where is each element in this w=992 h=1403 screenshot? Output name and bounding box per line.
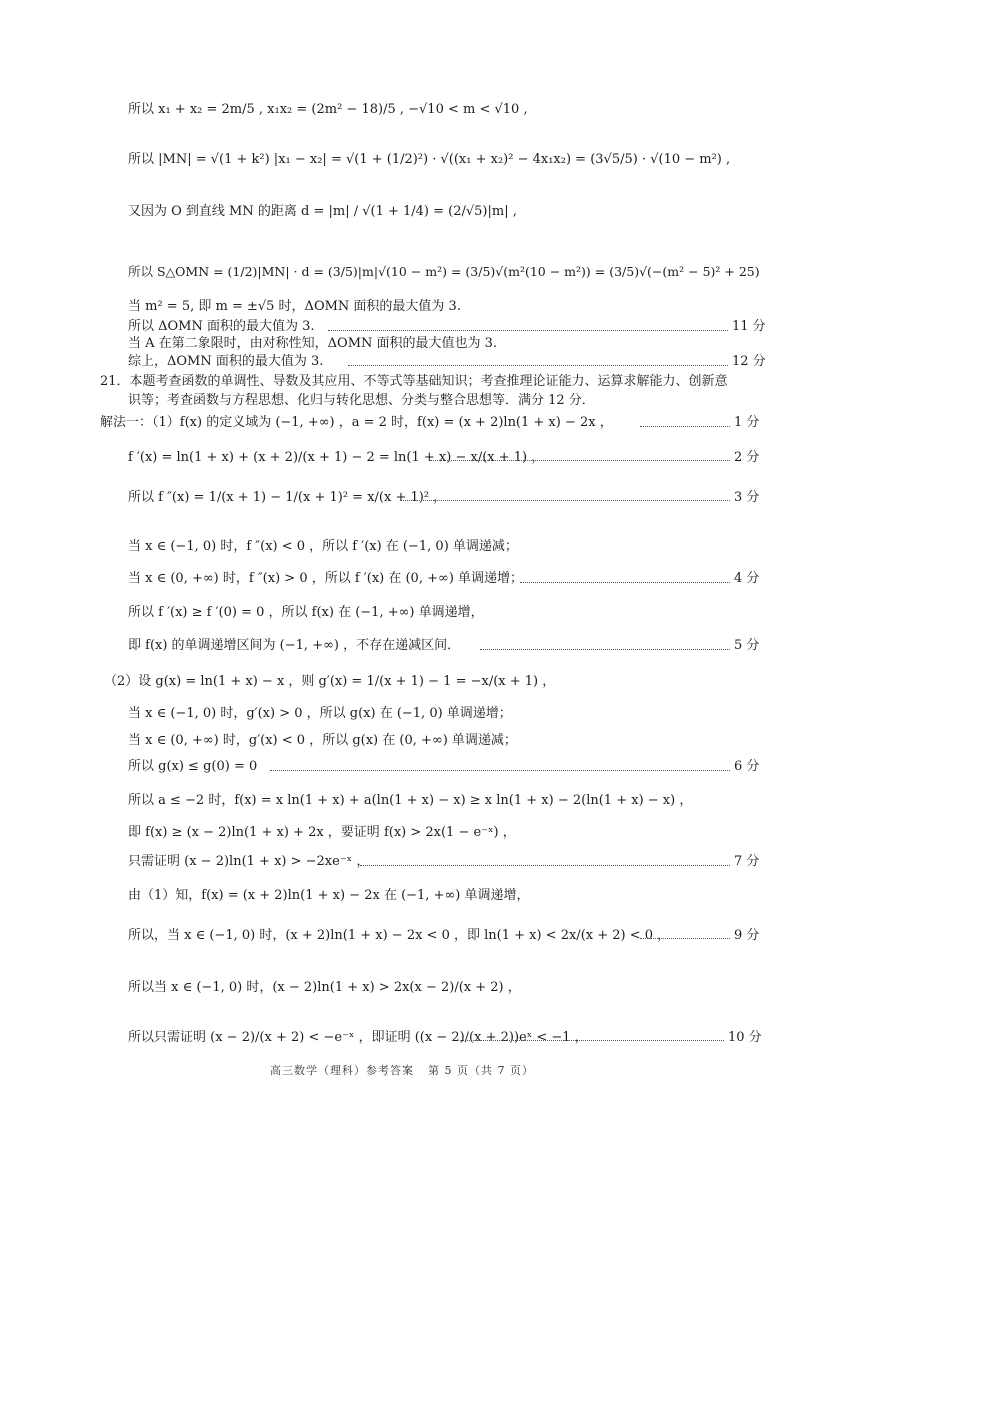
line-text: 所以 S△OMN = (1/2)|MN| · d = (3/5)|m|√(10 − m²) = (3/5)√(m²(10 − m²)) = (3/5)√(−(m² − 5)² + 25) — [128, 264, 760, 279]
line-text: 即 f(x) 的单调递增区间为 (−1, +∞) ，不存在递减区间． — [128, 638, 461, 653]
line-text: 所以 g(x) ≤ g(0) = 0 — [128, 759, 258, 774]
doc-line — [0, 536, 992, 558]
doc-line — [0, 730, 992, 752]
line-text: 由（1）知，f(x) = (x + 2)ln(1 + x) − 2x 在 (−1, +∞) 单调递增， — [128, 888, 530, 903]
score-label: 4 分 — [734, 571, 760, 586]
line-text: 所以当 x ∈ (−1, 0) 时，(x − 2)ln(1 + x) > 2x(x − 2)/(x + 2) ， — [128, 980, 521, 995]
line-text: 综上，ΔOMN 面积的最大值为 3. — [128, 354, 324, 369]
line-text: 所以 x₁ + x₂ = 2m/5 , x₁x₂ = (2m² − 18)/5 , −√10 < m < √10 , — [128, 102, 528, 117]
doc-line — [0, 476, 992, 520]
leader-dots — [348, 365, 728, 366]
footer-title: 高三数学（理科）参考答案 — [270, 1064, 414, 1077]
doc-line — [0, 296, 992, 318]
line-text: 识等；考查函数与方程思想、化归与转化思想、分类与整合思想等．满分 12 分． — [128, 393, 595, 408]
score-label: 7 分 — [734, 854, 760, 869]
footer-page: 第 5 页（共 7 页） — [428, 1064, 534, 1077]
doc-line — [0, 635, 992, 657]
doc-line — [0, 250, 992, 294]
doc-line — [0, 966, 992, 1010]
doc-line — [0, 790, 992, 812]
doc-line — [0, 138, 992, 182]
line-text: 所以 f ″(x) = 1/(x + 1) − 1/(x + 1)² = x/(x + 1)² ， — [128, 490, 447, 505]
doc-line — [0, 756, 992, 778]
line-text: 所以 a ≤ −2 时，f(x) = x ln(1 + x) + a(ln(1 + x) − x) ≥ x ln(1 + x) − 2(ln(1 + x) − x) ， — [128, 793, 693, 808]
line-text: 当 x ∈ (−1, 0) 时，g′(x) > 0 ，所以 g(x) 在 (−1, 0) 单调递增； — [128, 706, 512, 721]
line-text: 解法一：（1）f(x) 的定义域为 (−1, +∞) ，a = 2 时，f(x) = (x + 2)ln(1 + x) − 2x ， — [100, 415, 613, 430]
line-text: 即 f(x) ≥ (x − 2)ln(1 + x) + 2x ，要证明 f(x) > 2x(1 − e⁻ˣ) ， — [128, 825, 516, 840]
leader-dots — [430, 460, 730, 461]
doc-line — [0, 1016, 992, 1060]
line-text: 当 x ∈ (0, +∞) 时，f ″(x) > 0 ，所以 f ′(x) 在 (0, +∞) 单调递增； — [128, 571, 524, 586]
line-text: （2）设 g(x) = ln(1 + x) − x ，则 g′(x) = 1/(x + 1) − 1 = −x/(x + 1) ， — [104, 674, 556, 689]
doc-line — [0, 88, 992, 132]
score-label: 6 分 — [734, 759, 760, 774]
doc-line — [0, 851, 992, 873]
doc-line — [0, 351, 992, 373]
line-text: 所以，当 x ∈ (−1, 0) 时，(x + 2)ln(1 + x) − 2x < 0 ，即 ln(1 + x) < 2x/(x + 2) < 0 ， — [128, 928, 671, 943]
doc-line — [0, 602, 992, 624]
line-text: 当 m² = 5, 即 m = ±√5 时，ΔOMN 面积的最大值为 3. — [128, 299, 461, 314]
score-label: 11 分 — [732, 319, 766, 334]
doc-line — [0, 885, 992, 907]
leader-dots — [480, 649, 730, 650]
line-text: 所以 |MN| = √(1 + k²) |x₁ − x₂| = √(1 + (1/2)²) · √((x₁ + x₂)² − 4x₁x₂) = (3√5/5) · √(10 − m²) , — [128, 152, 731, 167]
line-text: 所以 ΔOMN 面积的最大值为 3. — [128, 319, 315, 334]
line-text: 当 x ∈ (−1, 0) 时，f ″(x) < 0 ，所以 f ′(x) 在 (−1, 0) 单调递减； — [128, 539, 518, 554]
line-text: f ′(x) = ln(1 + x) + (x + 2)/(x + 1) − 2 = ln(1 + x) − x/(x + 1) ， — [128, 450, 545, 465]
leader-dots — [520, 582, 730, 583]
doc-line — [0, 568, 992, 590]
doc-line — [0, 660, 992, 704]
score-label: 1 分 — [734, 415, 760, 430]
leader-dots — [360, 865, 730, 866]
doc-line — [0, 436, 992, 480]
line-text: 所以 f ′(x) ≥ f ′(0) = 0 ，所以 f(x) 在 (−1, +∞) 单调递增， — [128, 605, 484, 620]
leader-dots — [400, 500, 730, 501]
score-label: 12 分 — [732, 354, 766, 369]
doc-line — [0, 190, 992, 234]
leader-dots — [460, 1040, 724, 1041]
score-label: 2 分 — [734, 450, 760, 465]
leader-dots — [328, 330, 728, 331]
doc-line — [0, 412, 992, 434]
score-label: 3 分 — [734, 490, 760, 505]
score-label: 10 分 — [728, 1030, 762, 1045]
line-text: 所以只需证明 (x − 2)/(x + 2) < −e⁻ˣ ，即证明 ((x − 2)/(x + 2))eˣ < −1 ， — [128, 1030, 588, 1045]
score-label: 9 分 — [734, 928, 760, 943]
doc-line — [0, 703, 992, 725]
line-text: 当 x ∈ (0, +∞) 时，g′(x) < 0 ，所以 g(x) 在 (0, +∞) 单调递减； — [128, 733, 517, 748]
line-text: 当 A 在第二象限时，由对称性知，ΔOMN 面积的最大值也为 3. — [128, 336, 498, 351]
leader-dots — [640, 938, 730, 939]
score-label: 5 分 — [734, 638, 760, 653]
doc-line — [0, 822, 992, 844]
leader-dots — [270, 770, 730, 771]
line-text: 21．本题考查函数的单调性、导数及其应用、不等式等基础知识；考查推理论证能力、运算求解能力、创新意 — [100, 374, 728, 389]
line-text: 只需证明 (x − 2)ln(1 + x) > −2xe⁻ˣ ， — [128, 854, 370, 869]
doc-line — [0, 390, 992, 412]
doc-line — [0, 914, 992, 958]
line-text: 又因为 O 到直线 MN 的距离 d = |m| / √(1 + 1/4) = (2/√5)|m| , — [128, 204, 517, 219]
leader-dots — [640, 426, 730, 427]
